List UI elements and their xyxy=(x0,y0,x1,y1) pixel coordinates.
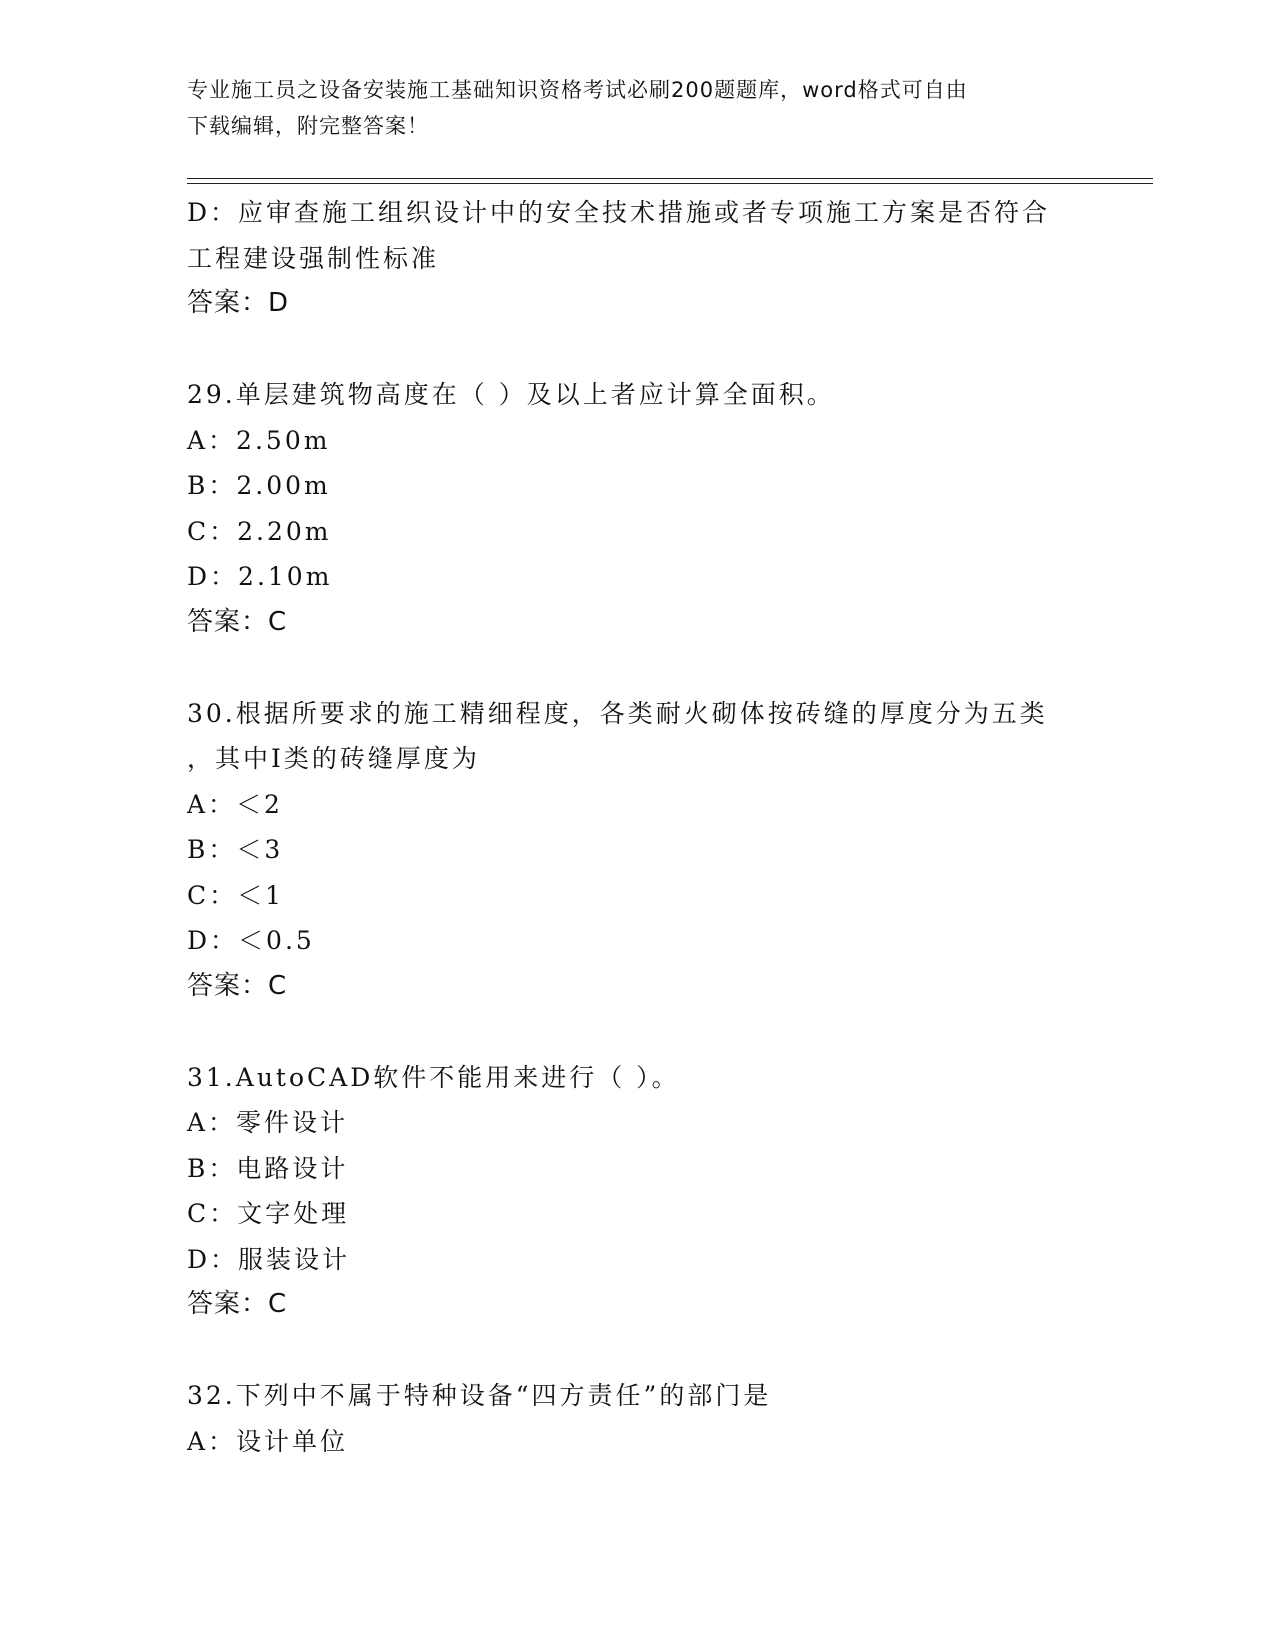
option-d: D：2.10m xyxy=(187,562,333,591)
answer-line: 答案：C xyxy=(187,606,288,637)
option-a: A：2.50m xyxy=(187,425,331,455)
option-d-continued: 工程建设强制性标准 xyxy=(187,243,440,273)
question-28-continuation xyxy=(187,190,1087,327)
option-d: D：＜0.5 xyxy=(187,926,315,955)
question-stem: 30.根据所要求的施工精细程度，各类耐火砌体按砖缝的厚度分为五类 xyxy=(187,698,1048,728)
option-b: B：2.00m xyxy=(187,471,331,500)
question-29 xyxy=(187,372,1087,645)
option-a: A：设计单位 xyxy=(187,1426,349,1456)
answer-line: 答案：D xyxy=(187,288,290,318)
answer-line: 答案：C xyxy=(187,970,288,1001)
question-30 xyxy=(187,691,1087,1010)
question-list xyxy=(187,190,1087,1464)
spacer xyxy=(187,327,1087,373)
option-b: B：电路设计 xyxy=(187,1153,349,1183)
question-32 xyxy=(187,1373,1087,1464)
option-c: C：2.20m xyxy=(187,516,332,546)
option-a: A：零件设计 xyxy=(187,1108,349,1137)
option-d: D：服装设计 xyxy=(187,1244,351,1274)
option-b: B：＜3 xyxy=(187,835,284,864)
header-divider-top xyxy=(187,178,1153,179)
spacer xyxy=(187,1328,1087,1374)
header-line-1: 专业施工员之设备安装施工基础知识资格考试必刷200题题库，word格式可自由 xyxy=(187,78,968,102)
question-stem: 31.AutoCAD软件不能用来进行（ ）。 xyxy=(187,1062,680,1092)
header-divider-bottom xyxy=(187,183,1153,184)
option-c: C：＜1 xyxy=(187,880,285,910)
document-header xyxy=(187,72,1087,144)
option-c: C：文字处理 xyxy=(187,1199,350,1228)
question-stem: 32.下列中不属于特种设备“四方责任”的部门是 xyxy=(187,1381,772,1410)
spacer xyxy=(187,1009,1087,1055)
option-a: A：＜2 xyxy=(187,789,283,819)
header-line-2: 下载编辑，附完整答案！ xyxy=(187,114,429,138)
answer-line: 答案：C xyxy=(187,1289,288,1319)
spacer xyxy=(187,645,1087,691)
question-stem-continued: ，其中Ⅰ类的砖缝厚度为 xyxy=(187,744,480,773)
question-31 xyxy=(187,1055,1087,1328)
option-d: D：应审查施工组织设计中的安全技术措施或者专项施工方案是否符合 xyxy=(187,198,1051,227)
question-stem: 29.单层建筑物高度在（ ）及以上者应计算全面积。 xyxy=(187,380,835,409)
